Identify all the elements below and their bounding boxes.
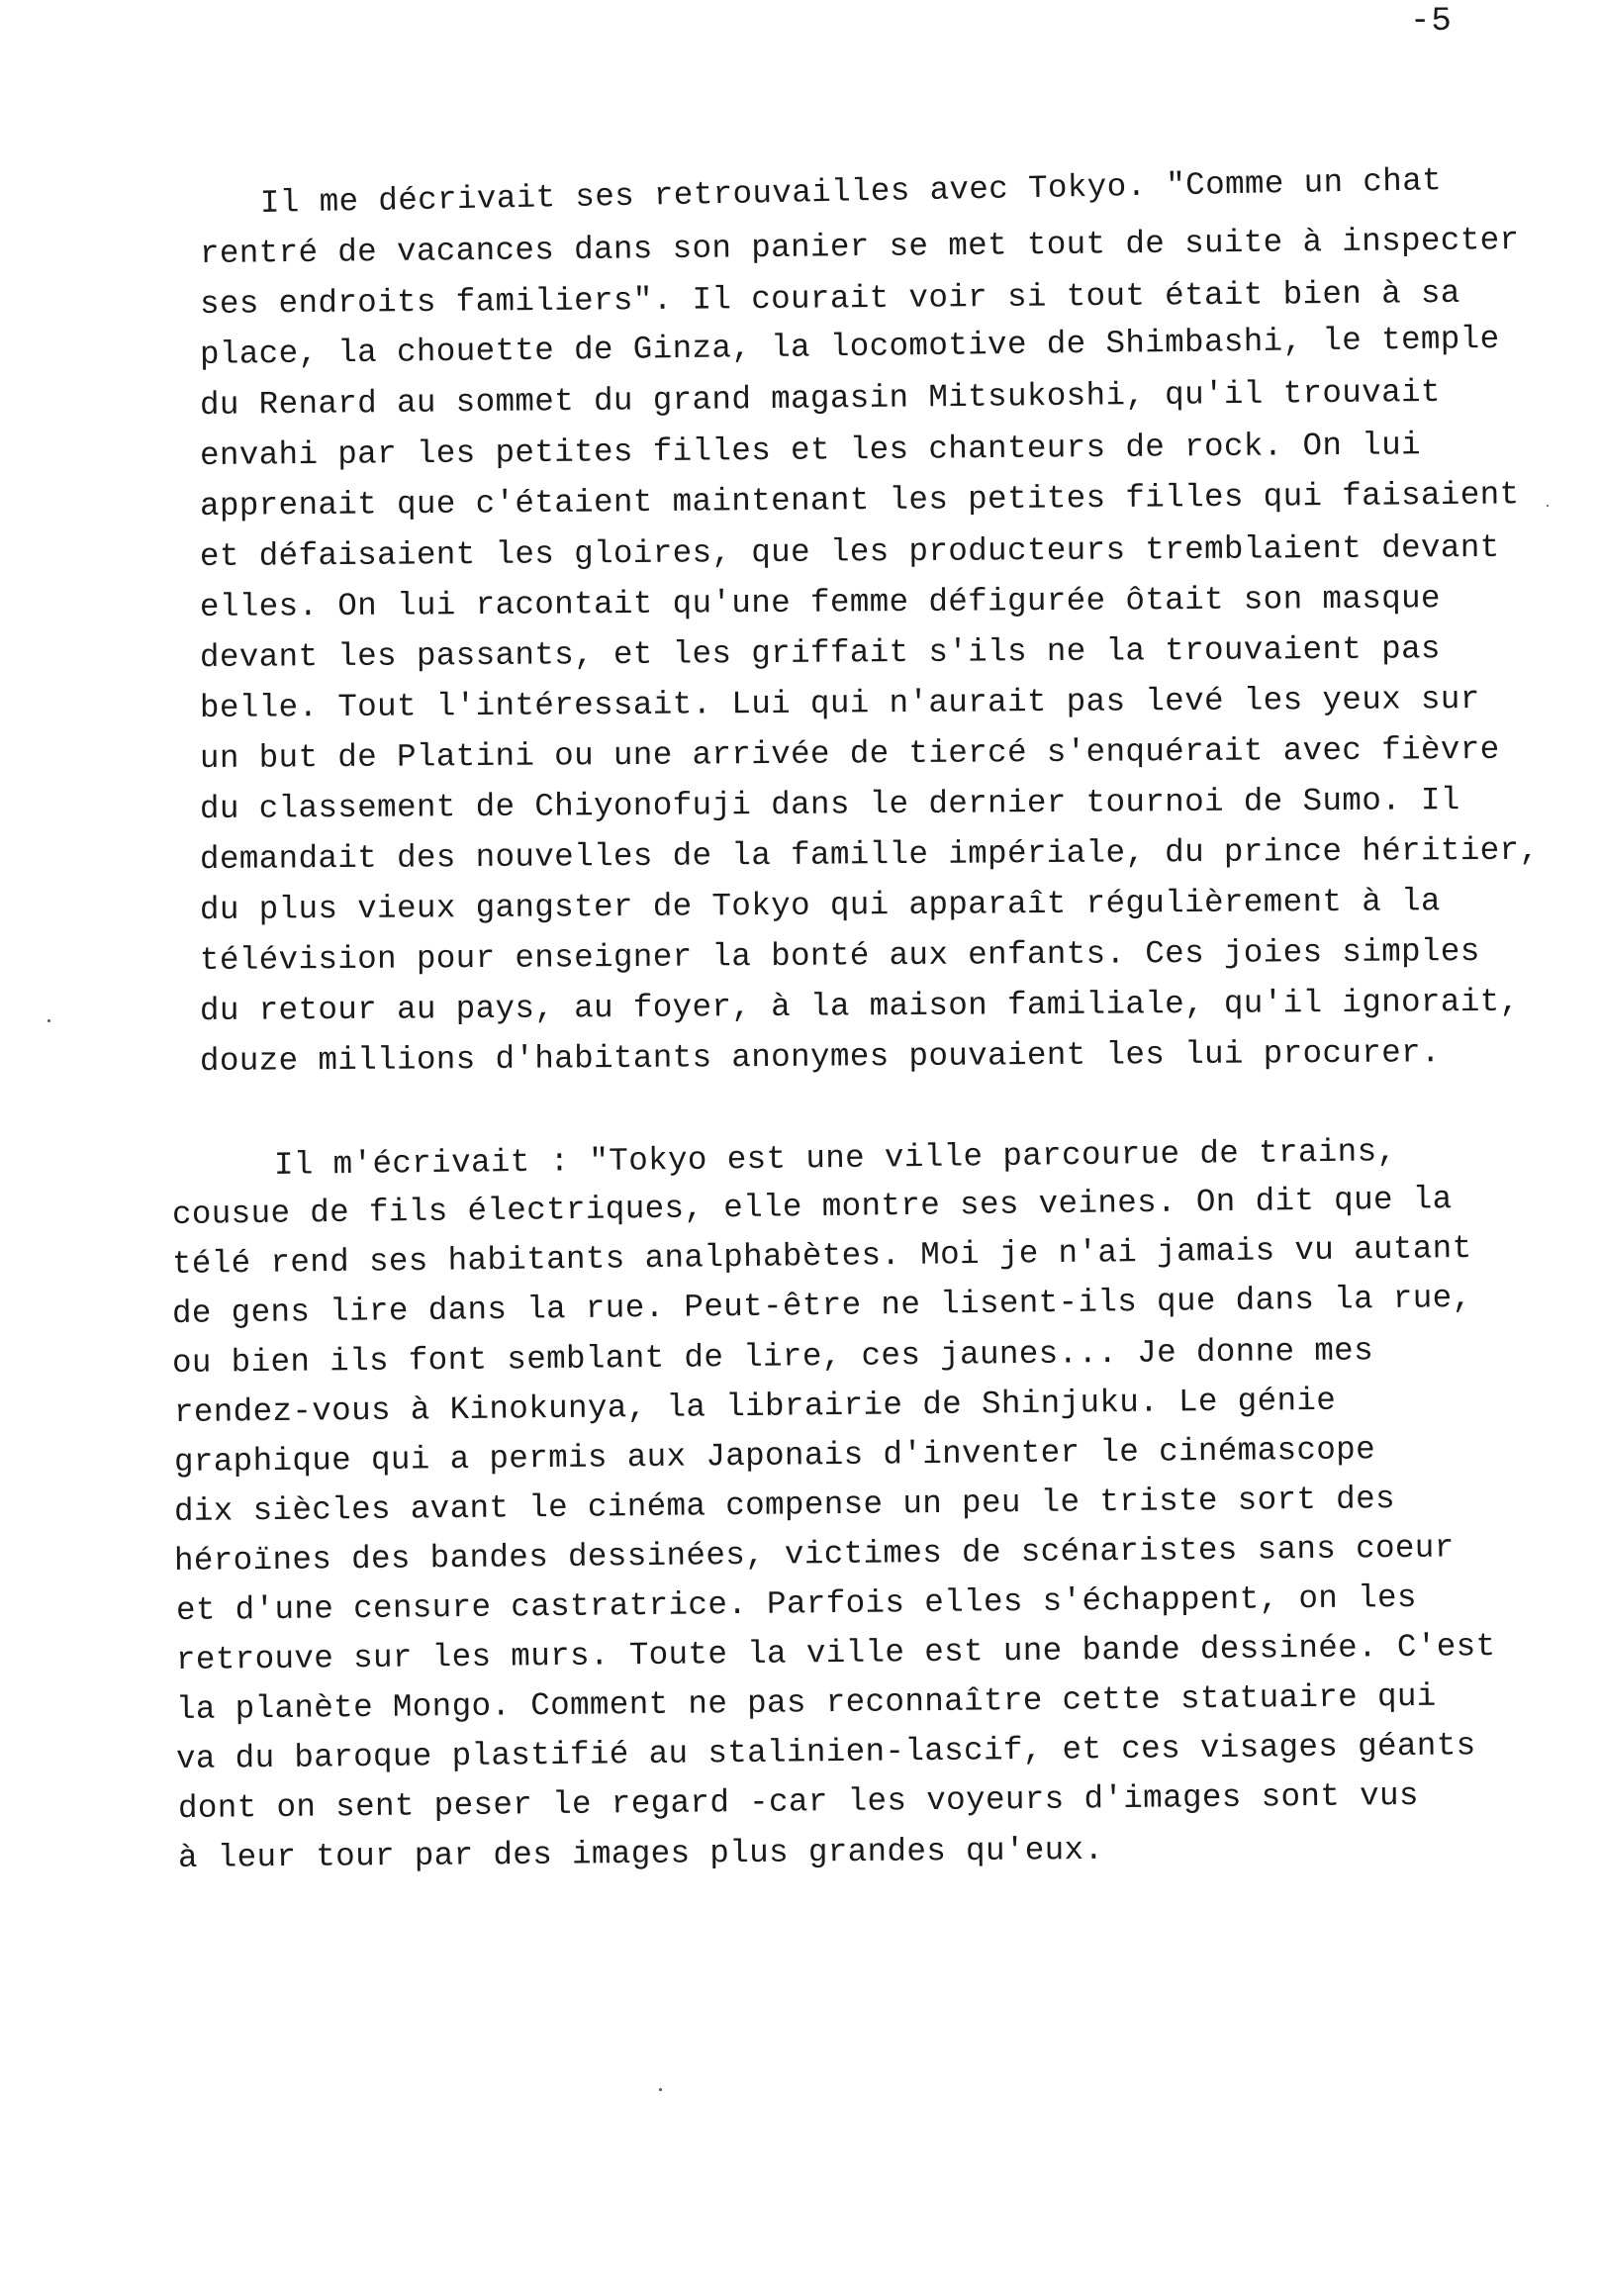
text-line: la planète Mongo. Comment ne pas reconnaître cette statuaire qui	[175, 1677, 1437, 1728]
text-line: Il m'écrivait : "Tokyo est une ville parcourue de trains,	[273, 1133, 1397, 1184]
text-line: ou bien ils font semblant de lire, ces jaunes... Je donne mes	[171, 1332, 1374, 1382]
text-line: héroïnes des bandes dessinées, victimes de scénaristes sans coeur	[173, 1529, 1455, 1579]
text-line: rendez-vous à Kinokunya, la librairie de Shinjuku. Le génie	[173, 1382, 1337, 1431]
text-line: de gens lire dans la rue. Peut-être ne lisent-ils que dans la rue,	[171, 1279, 1472, 1332]
text-line: télé rend ses habitants analphabètes. Moi je n'ai jamais vu autant	[171, 1229, 1472, 1283]
text-line: retrouve sur les murs. Toute la ville est une bande dessinée. C'est	[175, 1628, 1496, 1678]
text-line: du retour au pays, au foyer, à la maison familiale, qu'il ignorait,	[199, 983, 1520, 1029]
text-line: dix siècles avant le cinéma compense un peu le triste sort des	[173, 1481, 1396, 1530]
text-line: place, la chouette de Ginza, la locomotive de Shimbashi, le temple	[199, 320, 1500, 373]
text-line: du classement de Chiyonofuji dans le dernier tournoi de Sumo. Il	[199, 782, 1460, 827]
text-line: demandait des nouvelles de la famille impériale, du prince héritier,	[199, 831, 1540, 878]
text-line: ses endroits familiers". Il courait voir si tout était bien à sa	[199, 274, 1460, 323]
text-line: dont on sent peser le regard -car les voyeurs d'images sont vus	[177, 1776, 1420, 1827]
page-number: -5	[1410, 3, 1453, 41]
text-line: douze millions d'habitants anonymes pouvaient les lui procurer.	[199, 1034, 1442, 1080]
text-line: du Renard au sommet du grand magasin Mitsukoshi, qu'il trouvait	[199, 373, 1442, 424]
text-line: va du baroque plastifié au stalinien-lascif, et ces visages géants	[175, 1727, 1476, 1777]
paper-speck	[47, 1019, 50, 1022]
text-line: Il me décrivait ses retrouvailles avec Tokyo. "Comme un chat	[259, 162, 1443, 222]
text-line: et d'une censure castratrice. Parfois elles s'échappent, on les	[175, 1578, 1418, 1629]
text-line: à leur tour par des images plus grandes qu'eux.	[177, 1831, 1104, 1876]
text-line: belle. Tout l'intéressait. Lui qui n'aurait pas levé les yeux sur	[199, 680, 1480, 726]
text-line: devant les passants, et les griffait s'ils ne la trouvaient pas	[199, 630, 1442, 676]
text-line: télévision pour enseigner la bonté aux enfants. Ces joies simples	[199, 932, 1480, 979]
text-line: elles. On lui racontait qu'une femme défigurée ôtait son masque	[199, 580, 1442, 625]
text-line: envahi par les petites filles et les chanteurs de rock. On lui	[199, 427, 1422, 474]
paper-speck	[659, 2088, 662, 2091]
text-line: et défaisaient les gloires, que les producteurs tremblaient devant	[199, 528, 1500, 575]
text-line: du plus vieux gangster de Tokyo qui apparaît régulièrement à la	[199, 883, 1442, 928]
text-line: apprenait que c'étaient maintenant les petites filles qui faisaient	[199, 476, 1520, 525]
text-line: cousue de fils électriques, elle montre ses veines. On dit que la	[171, 1181, 1453, 1233]
text-line: un but de Platini ou une arrivée de tiercé s'enquérait avec fièvre	[199, 730, 1500, 777]
text-line: rentré de vacances dans son panier se met tout de suite à inspecter	[199, 222, 1520, 272]
text-line: graphique qui a permis aux Japonais d'inventer le cinémascope	[173, 1431, 1376, 1481]
paper-speck	[1547, 505, 1549, 507]
